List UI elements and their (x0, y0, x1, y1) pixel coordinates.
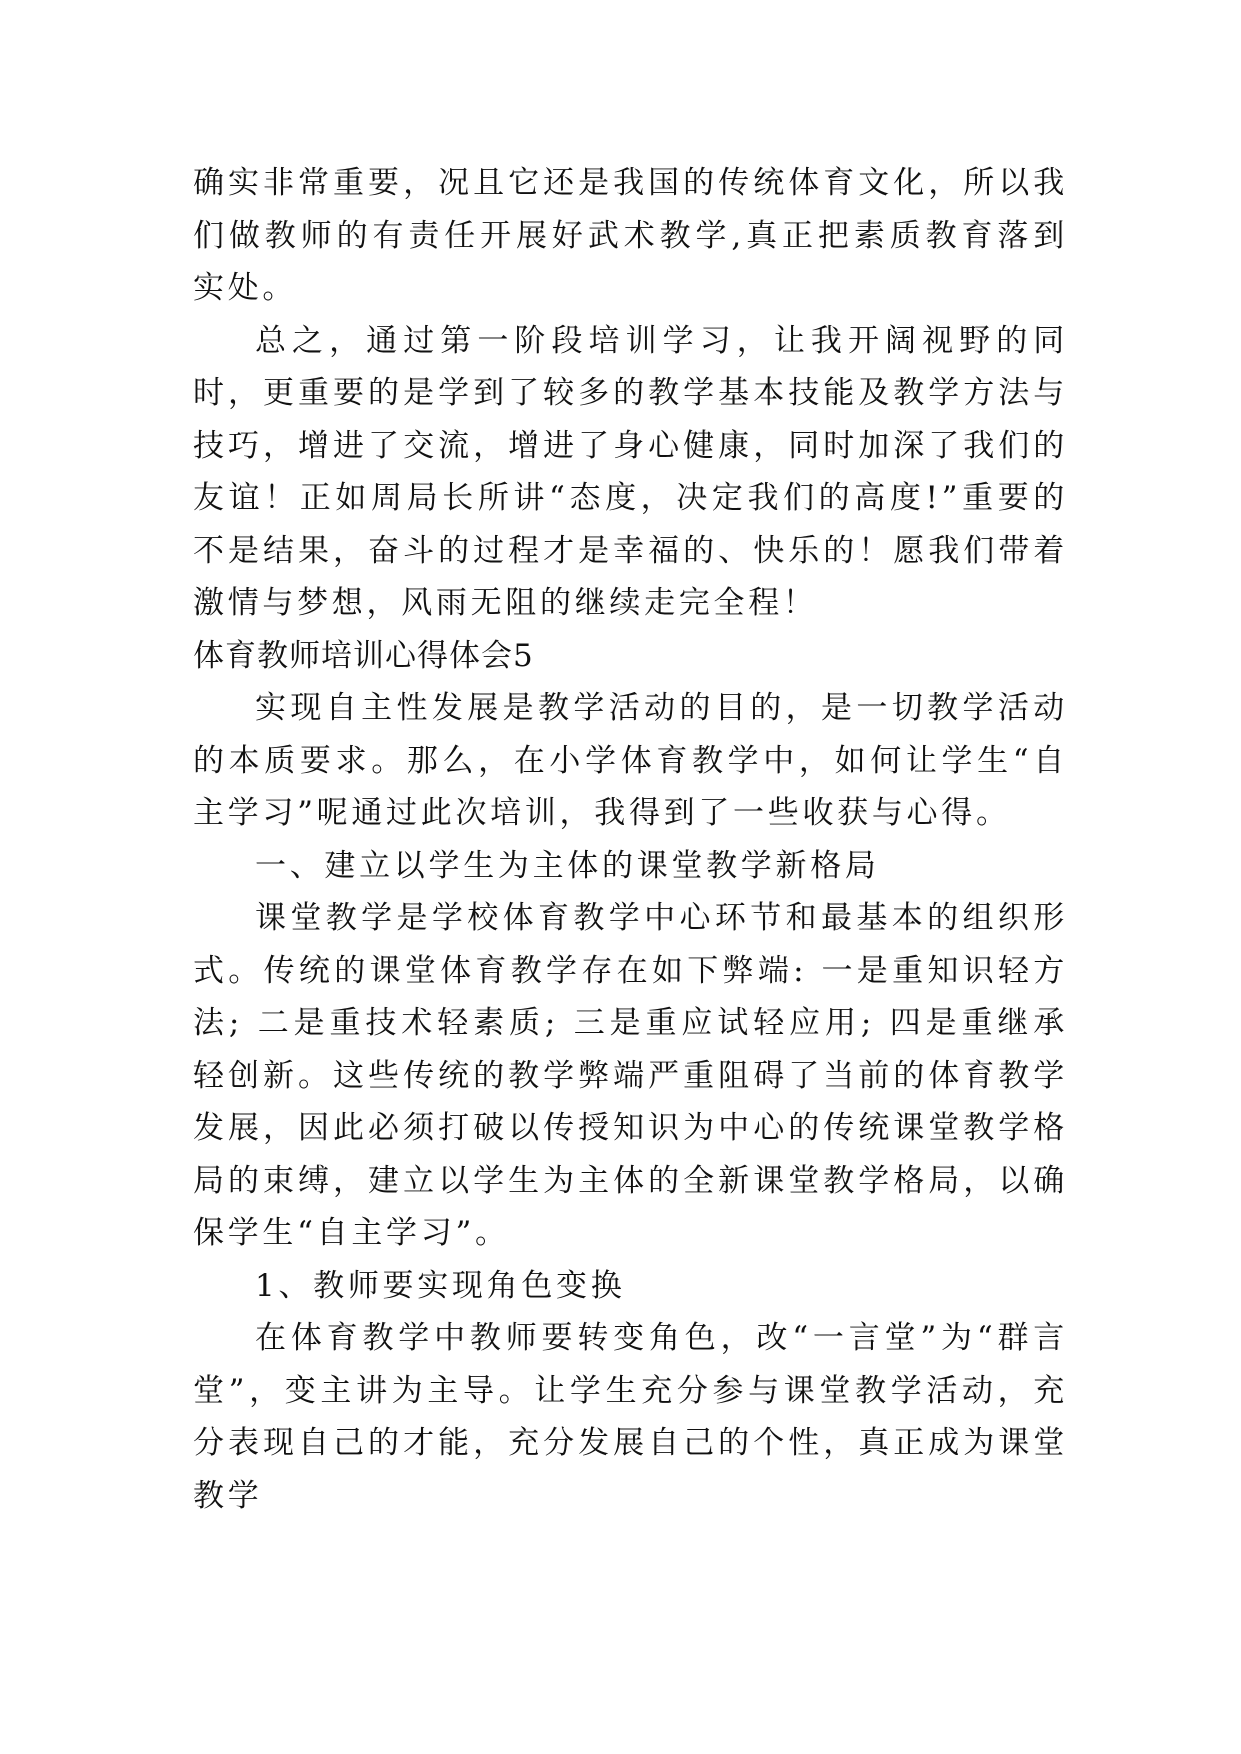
paragraph-summary: 总之，通过第一阶段培训学习，让我开阔视野的同时，更重要的是学到了较多的教学基本技能及教学方法与技巧，增进了交流，增进了身心健康，同时加深了我们的友谊！正如周局长所讲“态度，决定我们的高度!”重要的不是结果，奋斗的过程才是幸福的、快乐的！愿我们带着激情与梦想，风雨无阻的继续走完全程！ (193, 322, 1068, 621)
subheading-role-change: 1、教师要实现角色变换 (255, 1267, 626, 1304)
section-heading: 体育教师培训心得体会5 (193, 637, 534, 674)
paragraph-intro: 实现自主性发展是教学活动的目的，是一切教学活动的本质要求。那么，在小学体育教学中，如何让学生“自主学习”呢通过此次培训，我得到了一些收获与心得。 (193, 690, 1068, 831)
paragraph-continuation: 确实非常重要，况且它还是我国的传统体育文化，所以我们做教师的有责任开展好武术教学,真正把素质教育落到实处。 (193, 165, 1068, 306)
paragraph-role-change: 在体育教学中教师要转变角色，改“一言堂”为“群言堂”，变主讲为主导。让学生充分参与课堂教学活动，充分表现自己的才能，充分发展自己的个性，真正成为课堂教学 (193, 1320, 1068, 1514)
subheading-one: 一、建立以学生为主体的课堂教学新格局 (255, 847, 880, 884)
paragraph-classroom: 课堂教学是学校体育教学中心环节和最基本的组织形式。传统的课堂体育教学存在如下弊端: 一是重知识轻方法; 二是重技术轻素质; 三是重应试轻应用; 四是重继承轻创新。这些传统的教学弊端严重阻碍了当前的体育教学发展，因此必须打破以传授知识为中心的传统课堂教学格局的束缚，建立以学生为主体的全新课堂教学格局，以确保学生“自主学习”。 (193, 900, 1068, 1251)
document-body (193, 157, 1068, 1522)
